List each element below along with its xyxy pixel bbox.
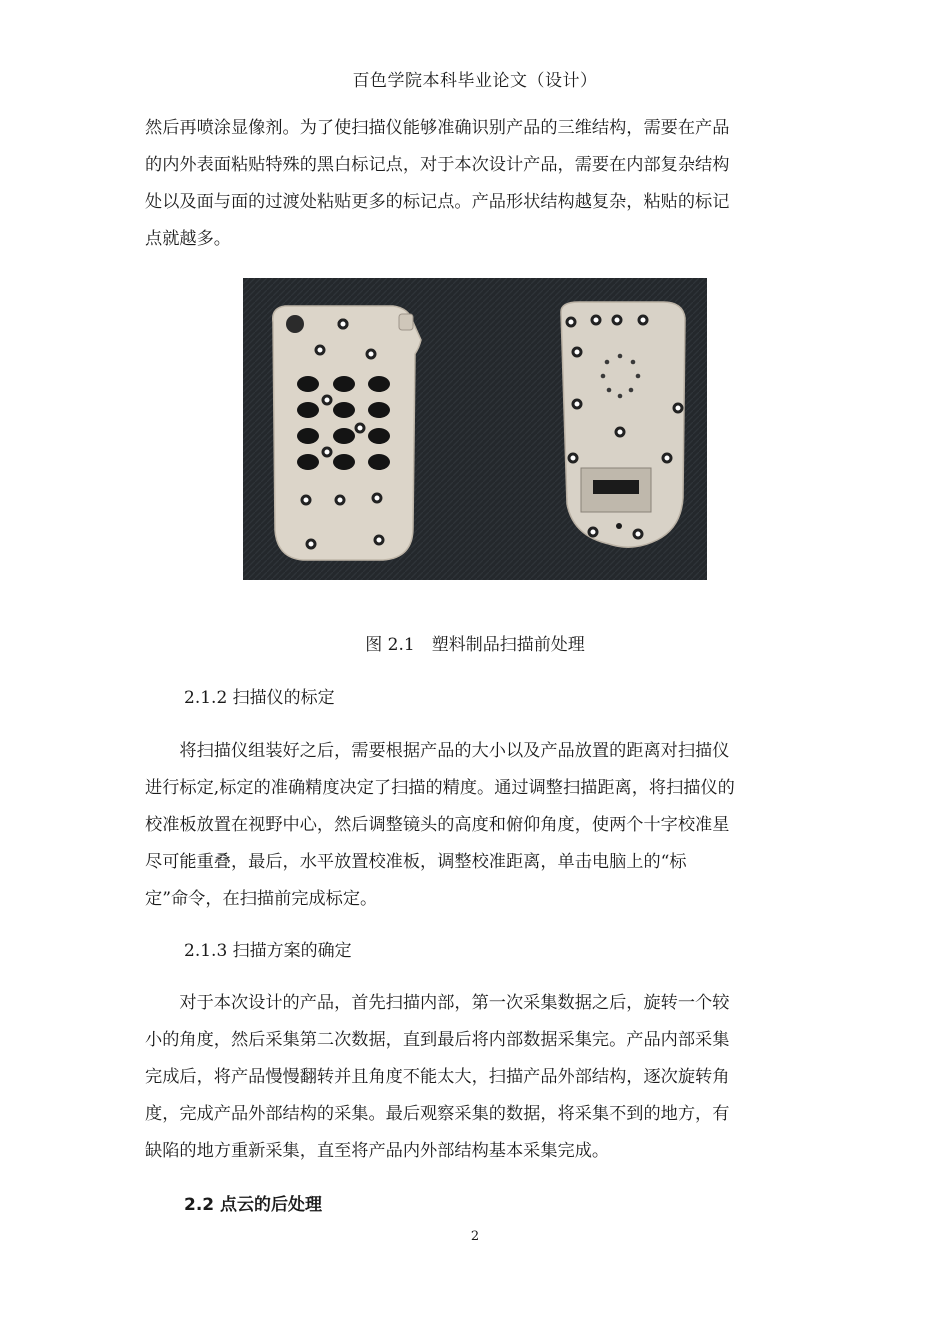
text-line: 处以及面与面的过渡处粘贴更多的标记点。产品形状结构越复杂，粘贴的标记 [145, 192, 730, 212]
text-line: 校准板放置在视野中心，然后调整镜头的高度和俯仰角度，使两个十字校准星 [145, 815, 730, 835]
paragraph-calibration [145, 733, 810, 918]
section-heading-2-1-2: 2.1.2 扫描仪的标定 [184, 688, 335, 708]
section-heading-2-2: 2.2 点云的后处理 [184, 1195, 323, 1215]
text-line: 然后再喷涂显像剂。为了使扫描仪能够准确识别产品的三维结构，需要在产品 [145, 118, 730, 138]
text-line: 进行标定,标定的准确精度决定了扫描的精度。通过调整扫描距离，将扫描仪的 [145, 778, 735, 798]
text-line: 对于本次设计的产品，首先扫描内部，第一次采集数据之后，旋转一个较 [145, 993, 730, 1013]
section-heading-2-1-3: 2.1.3 扫描方案的确定 [184, 941, 352, 961]
part-exterior [561, 302, 685, 547]
paragraph-intro [145, 110, 810, 258]
text-line: 的内外表面粘贴特殊的黑白标记点，对于本次设计产品，需要在内部复杂结构 [145, 155, 730, 175]
text-line: 尽可能重叠，最后，水平放置校准板，调整校准距离，单击电脑上的“标 [145, 852, 687, 872]
part-interior [273, 306, 421, 560]
text-line: 小的角度，然后采集第二次数据，直到最后将内部数据采集完。产品内部采集 [145, 1030, 730, 1050]
plastic-parts-photo [243, 278, 707, 580]
text-line: 将扫描仪组装好之后，需要根据产品的大小以及产品放置的距离对扫描仪 [145, 741, 730, 761]
paragraph-scan-plan [145, 985, 810, 1170]
figure-photo [243, 278, 707, 580]
figure-caption: 图 2.1 塑料制品扫描前处理 [365, 635, 585, 655]
text-line: 完成后，将产品慢慢翻转并且角度不能太大，扫描产品外部结构，逐次旋转角 [145, 1067, 730, 1087]
text-line: 点就越多。 [145, 229, 231, 249]
text-line: 度，完成产品外部结构的采集。最后观察采集的数据，将采集不到的地方，有 [145, 1104, 730, 1124]
page-number: 2 [470, 1229, 480, 1244]
page-header: 百色学院本科毕业论文（设计） [352, 71, 598, 91]
text-line: 缺陷的地方重新采集，直至将产品内外部结构基本采集完成。 [145, 1141, 610, 1161]
text-line: 定”命令，在扫描前完成标定。 [145, 889, 378, 909]
